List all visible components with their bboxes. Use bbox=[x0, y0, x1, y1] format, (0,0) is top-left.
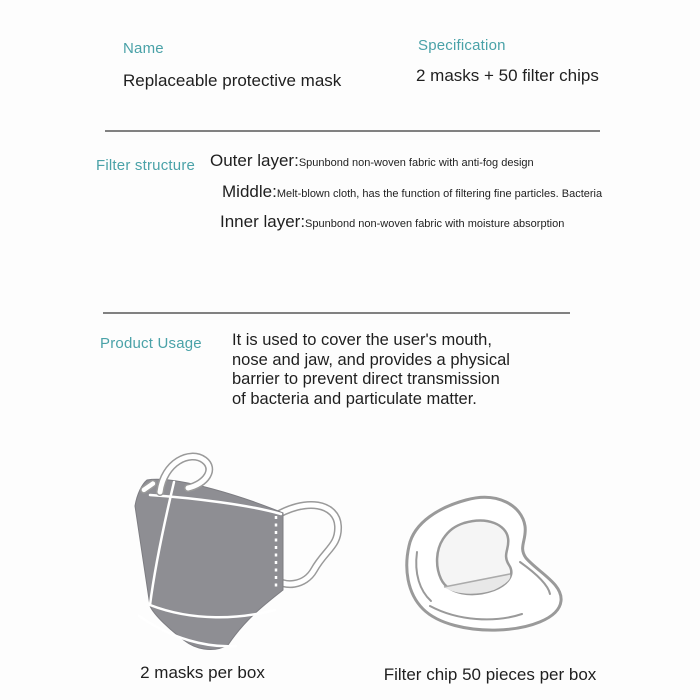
filter-layer-row-inner bbox=[220, 212, 564, 232]
product-usage-text bbox=[232, 331, 510, 409]
product-usage-label: Product Usage bbox=[100, 335, 202, 352]
divider-middle bbox=[103, 312, 570, 314]
specification-value: 2 masks + 50 filter chips bbox=[416, 66, 599, 85]
usage-line: It is used to cover the user's mouth, bbox=[232, 331, 492, 349]
specification-label: Specification bbox=[418, 37, 506, 54]
layer-description-inner: Spunbond non-woven fabric with moisture absorption bbox=[305, 218, 565, 230]
filter-chip-illustration bbox=[400, 490, 575, 638]
layer-name-middle: Middle: bbox=[222, 182, 277, 201]
usage-line: barrier to prevent direct transmission bbox=[232, 370, 500, 388]
name-value: Replaceable protective mask bbox=[123, 71, 342, 90]
divider-top bbox=[105, 130, 600, 132]
layer-description-outer: Spunbond non-woven fabric with anti-fog design bbox=[298, 157, 534, 169]
filter-layer-row-middle bbox=[222, 182, 602, 202]
filter-chip-caption: Filter chip 50 pieces per box bbox=[383, 665, 597, 684]
usage-line: nose and jaw, and provides a physical bbox=[232, 350, 510, 369]
layer-description-middle: Melt-blown cloth, has the function of filtering fine particles. Bacteria bbox=[276, 188, 603, 200]
filter-structure-label: Filter structure bbox=[96, 157, 196, 174]
filter-layer-row-outer bbox=[210, 151, 534, 171]
mask-caption: 2 masks per box bbox=[140, 663, 265, 682]
name-label: Name bbox=[123, 40, 164, 57]
protective-mask-illustration bbox=[122, 448, 352, 663]
layer-name-outer: Outer layer: bbox=[210, 151, 299, 170]
layer-name-inner: Inner layer: bbox=[220, 212, 306, 231]
usage-line: of bacteria and particulate matter. bbox=[232, 389, 477, 408]
